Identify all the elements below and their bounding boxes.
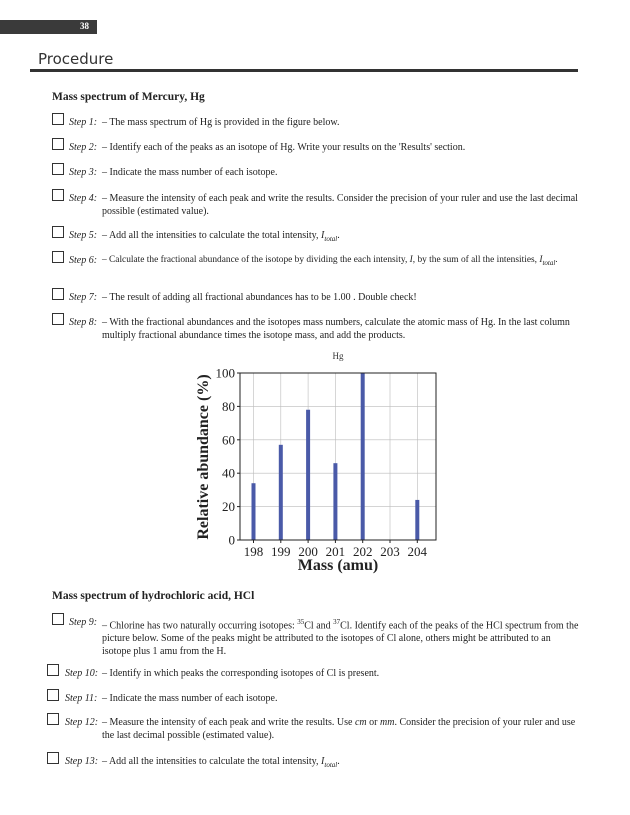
step-checkbox[interactable] [47,664,59,676]
step-text: – Calculate the fractional abundance of the isotope by dividing the each intensity, I, by the sum of all the intensities, $I_{total}$. [102,255,558,267]
step-label: Step 6: [69,255,98,266]
bar-201 [333,463,337,540]
step-checkbox[interactable] [52,189,64,201]
step-text: – With the fractional abundances and the isotopes mass numbers, calculate the atomic mass of Hg. In the last column multiply fractional abundance times the isotope mass, and add the products. [102,317,570,341]
step-label: Step 5: [69,230,98,241]
step-text: – Indicate the mass number of each isotope. [102,693,278,704]
x-tick-label: 201 [325,544,346,559]
step-checkbox[interactable] [52,226,64,238]
x-tick-label: 204 [407,544,428,559]
bar-198 [252,483,256,540]
step-checkbox[interactable] [52,163,64,175]
step-label: Step 10: [65,668,99,679]
x-tick-label: 203 [380,544,400,559]
hg-mass-spectrum-chart [0,345,630,585]
bar-199 [279,445,283,540]
bar-204 [415,500,419,540]
step-checkbox[interactable] [52,288,64,300]
step-checkbox[interactable] [52,251,64,263]
x-tick-label: 200 [298,544,318,559]
step-text: – Identify in which peaks the corresponding isotopes of Cl is present. [102,668,380,679]
bar-200 [306,410,310,540]
y-tick-label: 100 [215,365,235,381]
chart-grid [240,373,436,540]
step-text: – The mass spectrum of Hg is provided in the figure below. [102,117,340,128]
step-text: – Add all the intensities to calculate the total intensity, $I_{total}$. [102,230,340,243]
x-tick-label: 202 [352,544,373,559]
step-text: – Identify each of the peaks as an isotope of Hg. Write your results on the 'Results' section. [102,142,466,153]
y-tick-label: 20 [222,499,235,515]
step-label: Step 9: [69,617,98,628]
chart-title: Hg [332,351,344,361]
step-checkbox[interactable] [52,138,64,150]
step-text: – Measure the intensity of each peak and write the results. Consider the precision of your ruler and use the last decimal possible (estimated value). [102,193,578,217]
step-checkbox[interactable] [52,313,64,325]
step-label: Step 3: [69,167,98,178]
step-checkbox[interactable] [47,689,59,701]
step-label: Step 7: [69,292,98,303]
section-rule [30,69,578,72]
x-tick-label: 199 [271,544,291,559]
chart-x-label: Mass (amu) [297,557,379,574]
step-text: – The result of adding all fractional abundances has to be 1.00 . Double check! [102,292,417,303]
y-tick-label: 0 [228,532,235,548]
y-tick-label: 40 [222,465,235,481]
y-tick-label: 60 [222,432,235,448]
y-tick-label: 80 [222,398,235,414]
step-label: Step 8: [69,317,98,328]
step-label: Step 11: [65,693,98,704]
step-text: – Indicate the mass number of each isotope. [102,167,278,178]
step-label: Step 4: [69,193,98,204]
step-text: – Measure the intensity of each peak and write the results. Use cm or mm. Consider the precision of your ruler and use the last decimal possible (estimated value). [102,717,576,741]
step-label: Step 12: [65,717,99,728]
step-text: – Chlorine has two naturally occurring isotopes: $^{35}$Cl and $^{37}$Cl. Identify each of the peaks of the HCl spectrum from the picture below. Some of the peaks might be attributed to the isotopes of Cl alone, others might be attributed to an isotope plus 1 amu from the H. [102,618,579,658]
x-tick-label: 198 [243,544,264,559]
mercury-heading: Mass spectrum of Mercury, Hg [52,91,205,103]
section-title: Procedure [38,50,114,68]
hcl-heading: Mass spectrum of hydrochloric acid, HCl [52,590,255,602]
chart-y-ticks [216,366,241,548]
chart-y-label: Relative abundance (%) [195,374,212,540]
step-checkbox[interactable] [47,752,59,764]
step-checkbox[interactable] [47,713,59,725]
bar-202 [361,373,365,540]
page-number: 38 [80,21,89,31]
step-checkbox[interactable] [52,613,64,625]
step-text: – Add all the intensities to calculate the total intensity, $I_{total}$. [102,756,340,769]
step-label: Step 1: [69,117,98,128]
step-checkbox[interactable] [52,113,64,125]
step-label: Step 2: [69,142,98,153]
chart-frame [240,373,436,540]
step-label: Step 13: [65,756,99,767]
